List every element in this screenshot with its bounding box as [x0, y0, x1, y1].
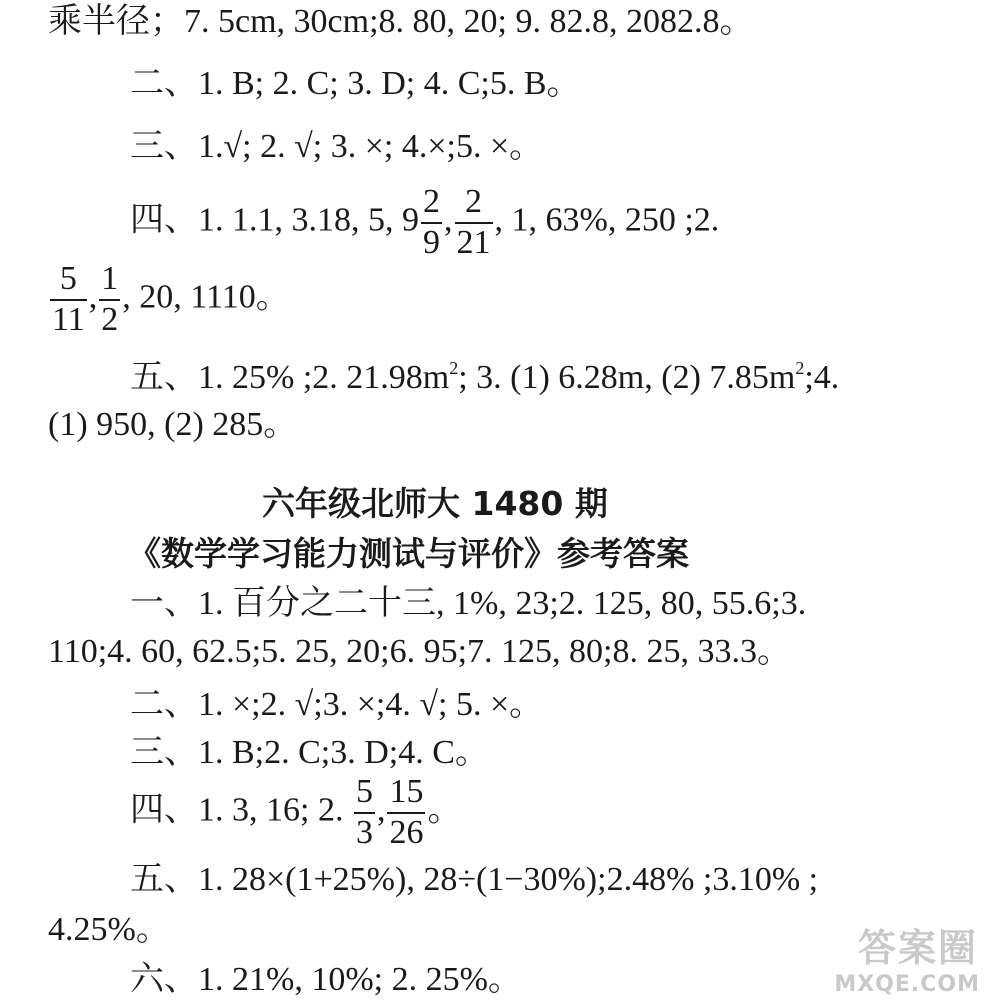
- answer-line-1: [0, 2, 1000, 42]
- answer-text: ; 3. (1) 6.28m, (2) 7.85m: [458, 359, 796, 396]
- answer-text: 四、1. 3, 16; 2.: [130, 791, 352, 829]
- answer-text: 一、1. 百分之二十三, 1%, 23;2. 125, 80, 55.6;3.: [130, 585, 807, 622]
- fraction: [99, 262, 120, 337]
- superscript: 2: [449, 358, 459, 378]
- section-title: 六年级北师大 1480 期: [262, 484, 608, 523]
- answer-line-5: $\frac{5}{11}$ , $\frac{1}{2}$ , 20, 1110。: [52, 260, 290, 338]
- superscript: 2: [795, 358, 805, 378]
- numerator: 2: [421, 185, 442, 224]
- answer-text: 五、1. 28×(1+25%), 28÷(1−30%);2.48% ;3.10% ;: [130, 861, 819, 898]
- answer-line-4: 四、1. 1.1, 3.18, 5, 9 $\frac{2}{9}$ , $\frac{2}{21}$ , 1, 63%, 250 ;2.: [130, 183, 720, 261]
- fraction: [421, 185, 442, 260]
- answer-text: 乘半径；7. 5cm, 30cm;8. 80, 20; 9. 82.8, 2082.8。: [48, 3, 754, 40]
- answer-text: 六、1. 21%, 10%; 2. 25%。: [130, 961, 522, 998]
- answer-text: ;4.: [804, 359, 840, 396]
- answer-text: , 20, 1110。: [122, 278, 290, 316]
- answer-line-12: 四、1. 3, 16; 2. $\frac{5}{3}$ , $\frac{15}{26}$ 。: [130, 773, 462, 851]
- watermark-logo: 答案圈: [857, 926, 978, 970]
- answer-text: 三、1. B;2. C;3. D;4. C。: [130, 734, 489, 771]
- answer-text: 。: [427, 791, 462, 829]
- numerator: 5: [354, 775, 375, 814]
- denominator: 9: [423, 224, 440, 261]
- fraction: [455, 185, 493, 260]
- answer-text: 三、1.√; 2. √; 3. ×; 4.×;5. ×。: [130, 128, 544, 165]
- answer-text: 二、1. ×;2. √;3. ×;4. √; 5. ×。: [130, 686, 544, 723]
- fraction: [354, 775, 375, 850]
- numerator: 15: [387, 775, 425, 814]
- section-subtitle: 《数学学习能力测试与评价》参考答案: [128, 534, 689, 573]
- answer-line-2: [0, 64, 1000, 104]
- numerator: 1: [99, 262, 120, 301]
- answer-text: (1) 950, (2) 285。: [48, 406, 298, 443]
- denominator: 21: [456, 224, 491, 261]
- answer-text: 二、1. B; 2. C; 3. D; 4. C;5. B。: [130, 65, 581, 102]
- denominator: 2: [101, 301, 119, 338]
- answer-line-10: [0, 685, 1000, 725]
- answer-line-9: [0, 632, 1000, 672]
- answer-line-11: [0, 733, 1000, 773]
- denominator: 26: [389, 814, 424, 851]
- numerator: 5: [50, 262, 87, 301]
- answer-text: 110;4. 60, 62.5;5. 25, 20;6. 95;7. 125, 80;8. 25, 33.3。: [48, 633, 791, 670]
- answer-text: 五、1. 25% ;2. 21.98m: [130, 359, 450, 396]
- answer-text: 4.25%。: [48, 911, 170, 948]
- answer-line-7: [0, 405, 1000, 445]
- watermark-url: MXQE.COM: [834, 972, 980, 997]
- fraction: [387, 775, 425, 850]
- denominator: 3: [355, 814, 373, 851]
- denominator: 11: [52, 301, 85, 338]
- answer-text: 四、1. 1.1, 3.18, 5, 9: [130, 201, 419, 239]
- answer-line-13: [0, 860, 1000, 900]
- answer-line-8: [0, 584, 1000, 624]
- answer-line-6: [0, 348, 1000, 398]
- watermark: [786, 917, 986, 997]
- answer-line-3: [0, 127, 1000, 167]
- answer-text: , 1, 63%, 250 ;2.: [494, 201, 720, 239]
- fraction: [50, 262, 87, 337]
- numerator: 2: [455, 185, 493, 224]
